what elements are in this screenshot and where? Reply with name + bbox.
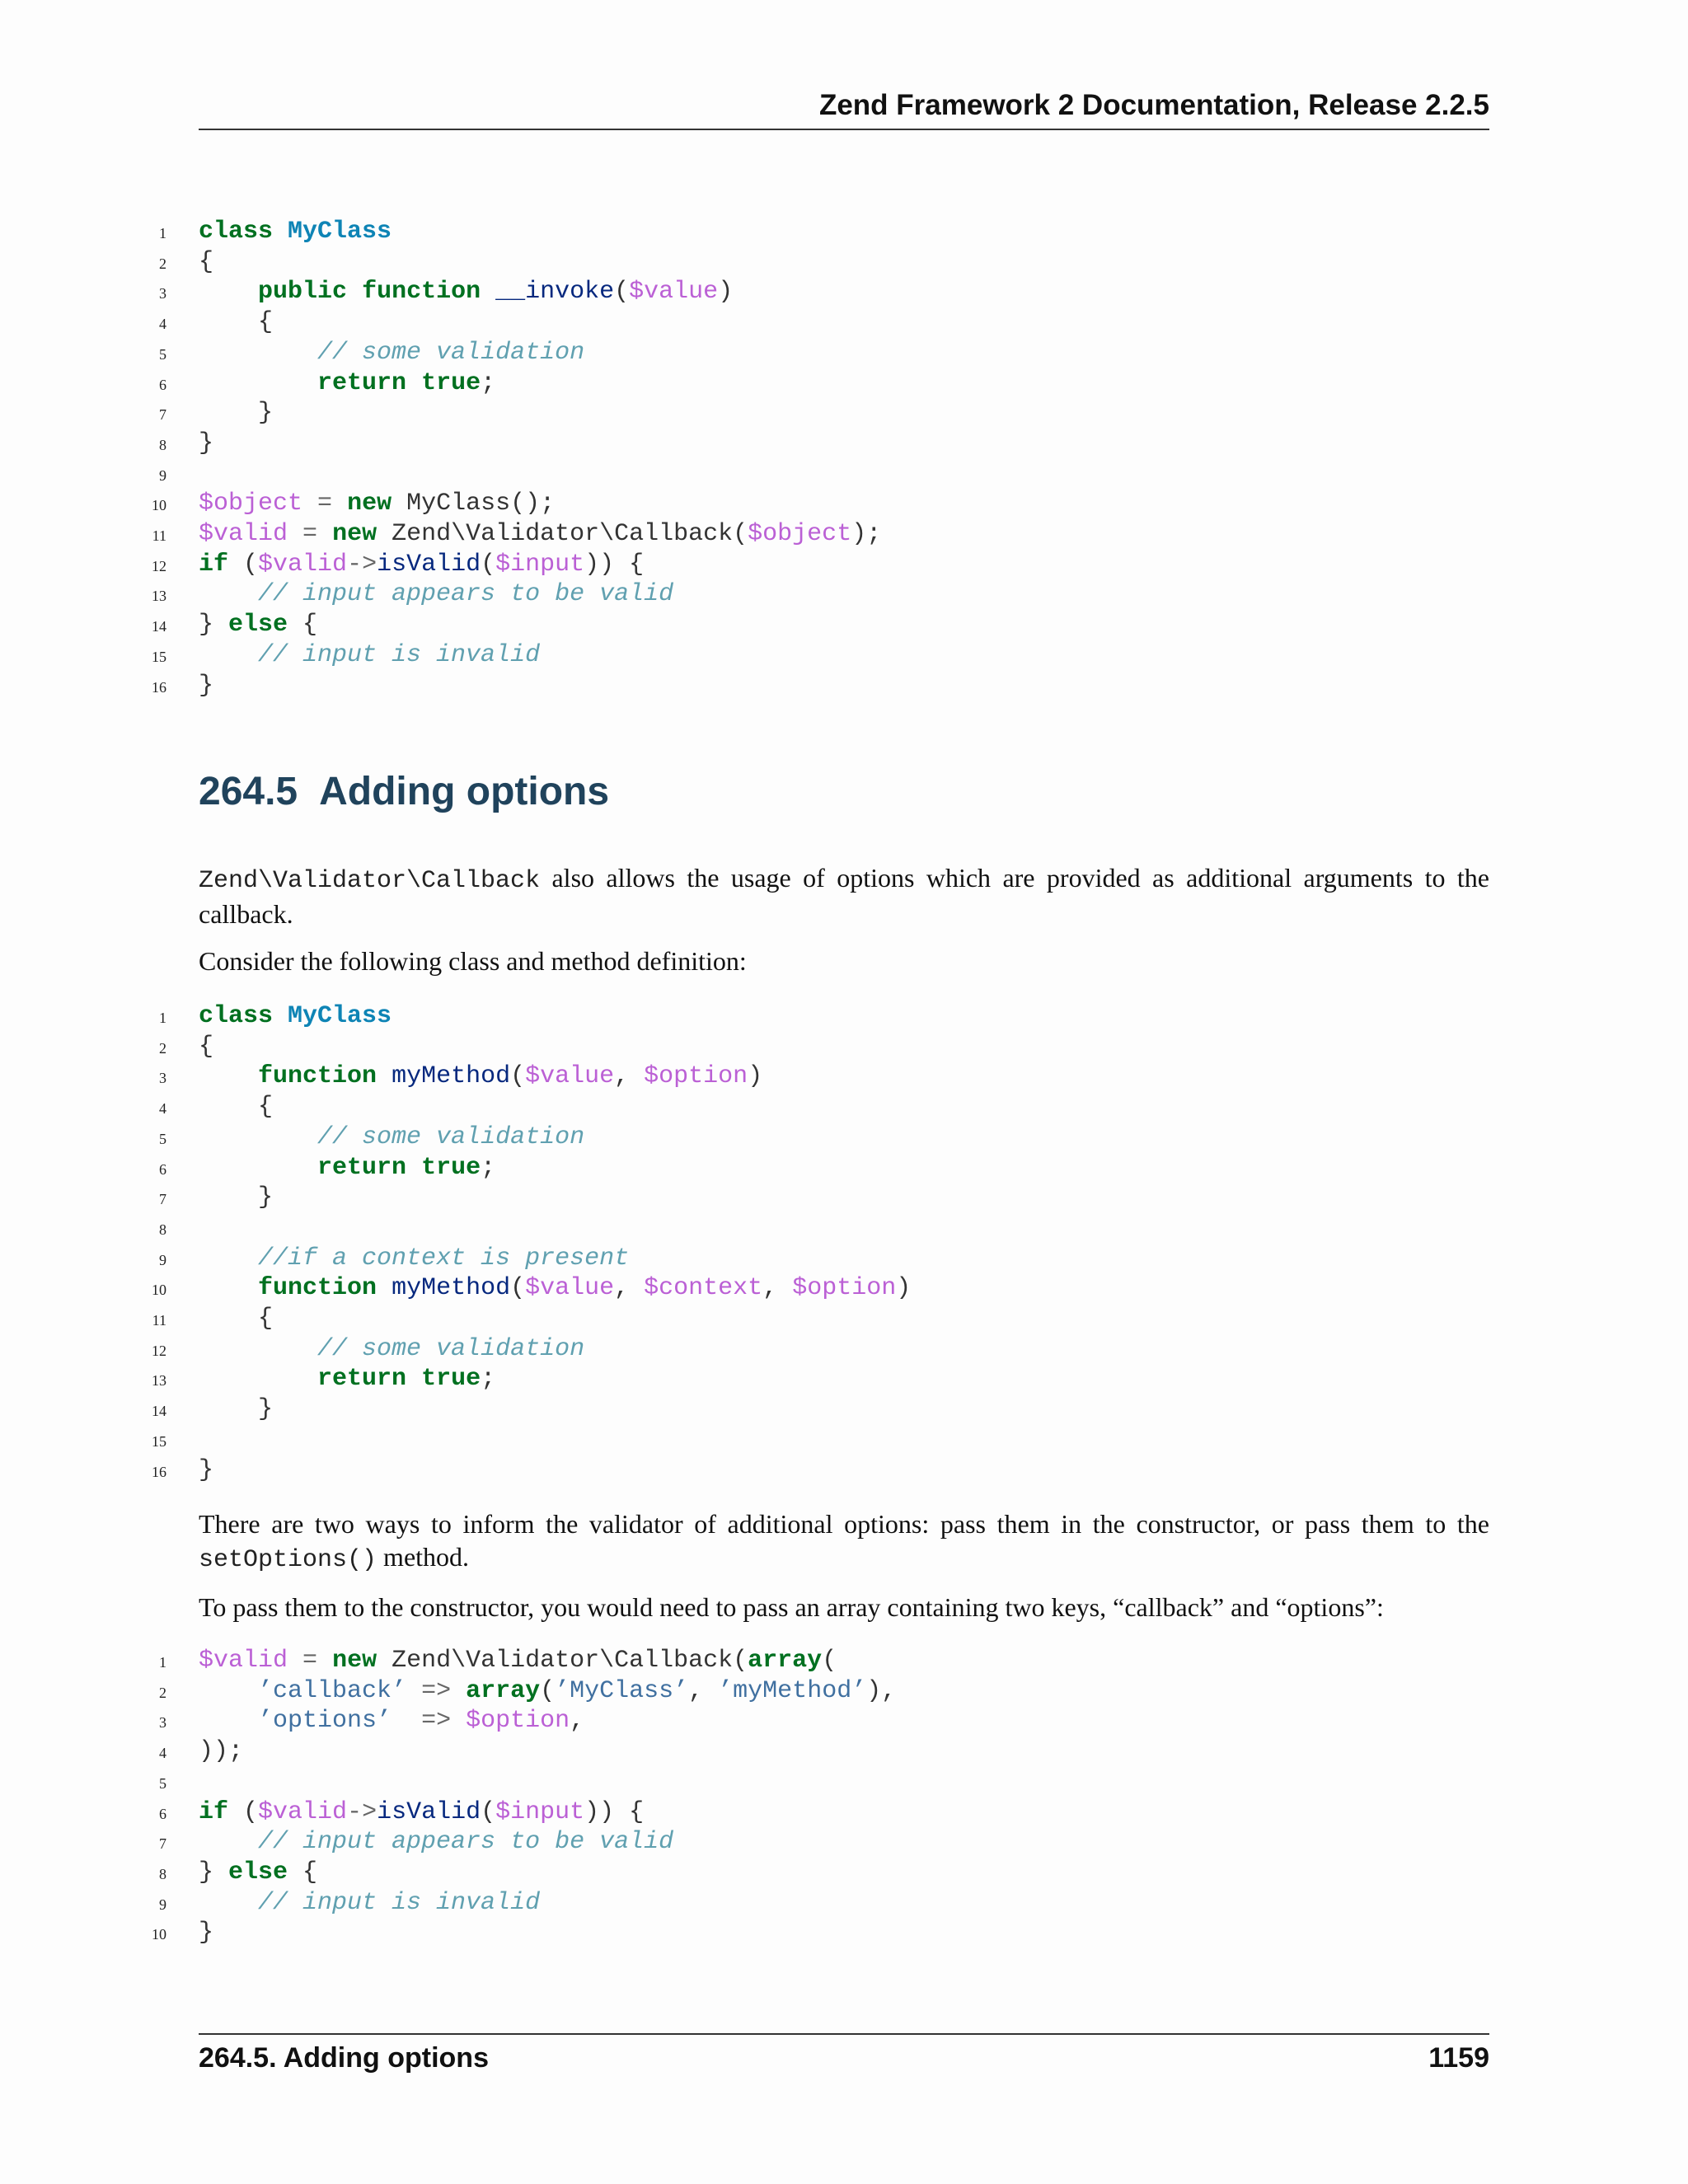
line-number: 11 (152, 1312, 166, 1329)
code-line (0, 1455, 1688, 1485)
line-number: 12 (152, 557, 166, 574)
line-number: 2 (159, 255, 166, 272)
line-number: 14 (152, 1403, 166, 1420)
line-number: 11 (152, 527, 166, 544)
code-text: $valid = new Zend\Validator\Callback(array( (199, 1647, 837, 1675)
code-line (0, 1183, 1688, 1212)
code-line (0, 1153, 1688, 1183)
line-number: 2 (159, 1684, 166, 1701)
code-text: public function __invoke($value) (258, 278, 734, 307)
line-number: 16 (152, 1463, 166, 1480)
code-text: } (199, 1395, 274, 1424)
line-number: 13 (152, 1372, 166, 1390)
code-line (0, 1767, 1688, 1797)
header-rule (199, 129, 1489, 130)
code-text: // some validation (317, 1122, 585, 1151)
code-line (0, 338, 1688, 368)
footer-section-label: 264.5. Adding options (199, 2042, 489, 2074)
line-number: 8 (159, 1865, 166, 1882)
code-line (0, 519, 1688, 549)
code-line (0, 1646, 1688, 1675)
code-line (0, 671, 1688, 701)
code-text: function myMethod($value, $context, $option) (258, 1274, 912, 1303)
line-number: 1 (159, 1654, 166, 1671)
code-line (0, 640, 1688, 670)
page-number: 1159 (1428, 2042, 1489, 2074)
line-number: 5 (159, 1774, 166, 1792)
code-line (0, 1213, 1688, 1243)
inline-code: Zend\Validator\Callback (199, 867, 541, 895)
code-text: } (199, 1455, 214, 1484)
code-text: if ($valid->isValid($input)) { (199, 550, 645, 579)
line-number: 1 (159, 225, 166, 241)
code-line (0, 307, 1688, 337)
inline-code: setOptions() (199, 1546, 377, 1574)
line-number: 3 (159, 1714, 166, 1732)
line-number: 7 (159, 1835, 166, 1853)
code-text: return true; (317, 1153, 496, 1182)
code-text: { (199, 247, 214, 276)
line-number: 9 (159, 1896, 166, 1913)
code-text: ’options’ => $option, (258, 1707, 585, 1736)
section-heading (199, 769, 609, 814)
code-line (0, 1918, 1688, 1947)
code-text: { (199, 1305, 274, 1333)
code-line (0, 1364, 1688, 1394)
line-number: 6 (159, 1160, 166, 1178)
code-text: { (199, 1032, 214, 1061)
code-text: // input is invalid (258, 1888, 541, 1917)
code-line (0, 1001, 1688, 1031)
code-text: } (199, 1183, 274, 1212)
code-line (0, 1244, 1688, 1273)
code-line (0, 1122, 1688, 1152)
code-line (0, 429, 1688, 458)
code-line (0, 1736, 1688, 1766)
code-line (0, 1394, 1688, 1424)
code-text: //if a context is present (258, 1244, 630, 1272)
code-line (0, 217, 1688, 246)
code-text: class MyClass (199, 1002, 392, 1030)
footer-rule (199, 2033, 1489, 2035)
line-number: 7 (159, 406, 166, 424)
line-number: 4 (159, 1745, 166, 1762)
code-text: $valid = new Zend\Validator\Callback($object); (199, 520, 882, 548)
code-text: $object = new MyClass(); (199, 490, 556, 518)
line-number: 12 (152, 1342, 166, 1359)
line-number: 8 (159, 1221, 166, 1238)
code-text: ’callback’ => array(’MyClass’, ’myMethod’), (258, 1676, 897, 1705)
code-line (0, 1797, 1688, 1827)
line-number: 7 (159, 1191, 166, 1208)
paragraph-intro: Zend\Validator\Callback also allows the usage of options which are provided as additional arguments to the callback. (199, 863, 1489, 929)
code-line (0, 489, 1688, 518)
line-number: 6 (159, 1805, 166, 1822)
code-line (0, 1032, 1688, 1062)
line-number: 10 (152, 1282, 166, 1299)
code-line (0, 459, 1688, 489)
code-text: } (199, 671, 214, 700)
code-text: } else { (199, 611, 318, 640)
code-line (0, 1827, 1688, 1857)
paragraph-consider: Consider the following class and method definition: (199, 946, 747, 976)
line-number: 10 (152, 1926, 166, 1943)
line-number: 10 (152, 497, 166, 514)
code-line (0, 1858, 1688, 1887)
code-line (0, 579, 1688, 609)
line-number: 5 (159, 345, 166, 363)
code-text: { (199, 1093, 274, 1122)
code-line (0, 610, 1688, 640)
code-text: // some validation (317, 1334, 585, 1363)
code-line (0, 1334, 1688, 1364)
line-number: 9 (159, 1251, 166, 1268)
section-number: 264.5 (199, 770, 298, 813)
code-text: function myMethod($value, $option) (258, 1062, 763, 1091)
paragraph-constructor: To pass them to the constructor, you would need to pass an array containing two keys, “callback” and “options”: (199, 1592, 1384, 1622)
code-line (0, 1425, 1688, 1455)
code-text: } (199, 1919, 214, 1947)
paragraph-two-ways: There are two ways to inform the validator of additional options: pass them in the constructor, or pass them to the setOptions() method. (199, 1509, 1489, 1574)
code-text: // input appears to be valid (258, 580, 674, 609)
line-number: 15 (152, 648, 166, 665)
code-line (0, 247, 1688, 277)
line-number: 4 (159, 1100, 166, 1118)
line-number: 2 (159, 1039, 166, 1057)
running-header-title: Zend Framework 2 Documentation, Release 2.2.5 (818, 89, 1489, 121)
code-line (0, 1706, 1688, 1736)
code-text: return true; (317, 368, 496, 397)
code-text: } else { (199, 1858, 318, 1886)
line-number: 15 (152, 1432, 166, 1450)
code-line (0, 1092, 1688, 1122)
code-text: if ($valid->isValid($input)) { (199, 1797, 645, 1826)
code-line (0, 1676, 1688, 1706)
line-number: 1 (159, 1010, 166, 1026)
line-number: 13 (152, 588, 166, 605)
line-number: 16 (152, 678, 166, 696)
code-line (0, 1062, 1688, 1091)
code-text: } (199, 429, 214, 457)
code-text: class MyClass (199, 218, 392, 246)
line-number: 3 (159, 285, 166, 302)
code-line (0, 1273, 1688, 1303)
line-number: 8 (159, 436, 166, 453)
code-line (0, 277, 1688, 307)
line-number: 3 (159, 1070, 166, 1087)
code-text: )); (199, 1737, 244, 1766)
line-number: 4 (159, 316, 166, 333)
code-text: return true; (317, 1365, 496, 1394)
code-text: // input is invalid (258, 640, 541, 669)
code-text: { (199, 308, 274, 337)
code-line (0, 1888, 1688, 1918)
code-text: } (199, 399, 274, 428)
line-number: 14 (152, 618, 166, 635)
section-title: Adding options (319, 770, 610, 813)
code-line (0, 550, 1688, 579)
code-line (0, 368, 1688, 398)
code-line (0, 398, 1688, 428)
line-number: 5 (159, 1130, 166, 1147)
code-line (0, 1304, 1688, 1333)
line-number: 6 (159, 376, 166, 393)
code-text: // input appears to be valid (258, 1828, 674, 1857)
line-number: 9 (159, 466, 166, 484)
code-text: // some validation (317, 338, 585, 367)
